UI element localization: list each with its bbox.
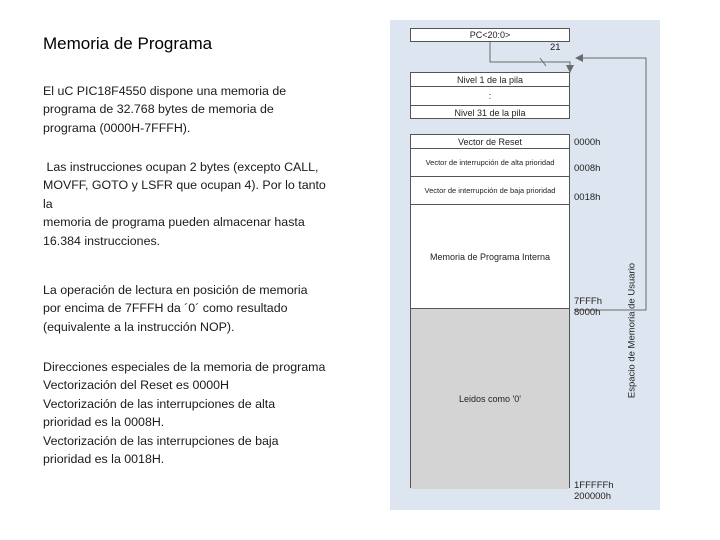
text-line: Las instrucciones ocupan 2 bytes (excepto CALL, (43, 160, 319, 174)
text-line: Vectorización de las interrupciones de baja (43, 433, 279, 448)
stack-ellipsis: : (411, 87, 569, 106)
address-1fffffh: 1FFFFFh (574, 480, 614, 491)
text-line: prioridad es la 0008H. (43, 415, 165, 430)
text-line: prioridad es la 0018H. (43, 452, 165, 467)
stack-block (410, 72, 570, 119)
paragraph-special-addresses (43, 358, 349, 468)
text-line: La operación de lectura en posición de memoria (43, 283, 308, 297)
text-line: Vectorización del Reset es 0000H (43, 378, 229, 393)
text-line: 16.384 instrucciones. (43, 233, 161, 248)
text-line: El uC PIC18F4550 dispone una memoria de (43, 84, 287, 98)
text-line: memoria de programa pueden almacenar hasta (43, 215, 305, 230)
text-line: programa (0000H-7FFFH). (43, 120, 191, 135)
address-7fffh: 7FFFh (574, 296, 602, 307)
address-0008h: 0008h (574, 163, 601, 174)
program-memory-block (410, 134, 570, 488)
address-8000h: 8000h (574, 307, 601, 318)
address-0000h: 0000h (574, 137, 601, 148)
internal-memory-cell: Memoria de Programa Interna (411, 205, 569, 309)
stack-level-31: Nivel 31 de la pila (454, 108, 526, 118)
text-line: programa de 32.768 bytes de memoria de (43, 102, 274, 117)
text-line: por encima de 7FFFH da ´0´ como resultado (43, 301, 288, 316)
reset-vector-cell: Vector de Reset (411, 135, 569, 149)
stack-level-1: Nivel 1 de la pila (411, 73, 569, 87)
memory-map-diagram (390, 20, 660, 510)
page-title: Memoria de Programa (43, 34, 213, 53)
user-memory-space-label: Espacio de Memoria de Usuario (626, 262, 638, 399)
low-priority-vector-cell: Vector de interrupción de baja prioridad (411, 177, 569, 205)
paragraph-memory-size (43, 82, 349, 137)
paragraph-read-beyond (43, 281, 349, 336)
pc-bit-width-label: 21 (550, 42, 561, 53)
address-0018h: 0018h (574, 192, 601, 203)
text-line: (equivalente a la instrucción NOP). (43, 319, 235, 334)
text-line: Vectorización de las interrupciones de alta (43, 396, 276, 411)
text-line: MOVFF, GOTO y LSFR que ocupan 4). Por lo tanto (43, 178, 326, 193)
unimplemented-memory-cell: Leidos como '0' (411, 309, 569, 489)
program-counter-box: PC<20:0> (410, 28, 570, 42)
high-priority-vector-cell: Vector de interrupción de alta prioridad (411, 149, 569, 177)
text-line: Direcciones especiales de la memoria de programa (43, 360, 326, 374)
text-line: la (43, 196, 53, 211)
address-200000h: 200000h (574, 491, 611, 502)
paragraph-instructions (43, 158, 349, 250)
